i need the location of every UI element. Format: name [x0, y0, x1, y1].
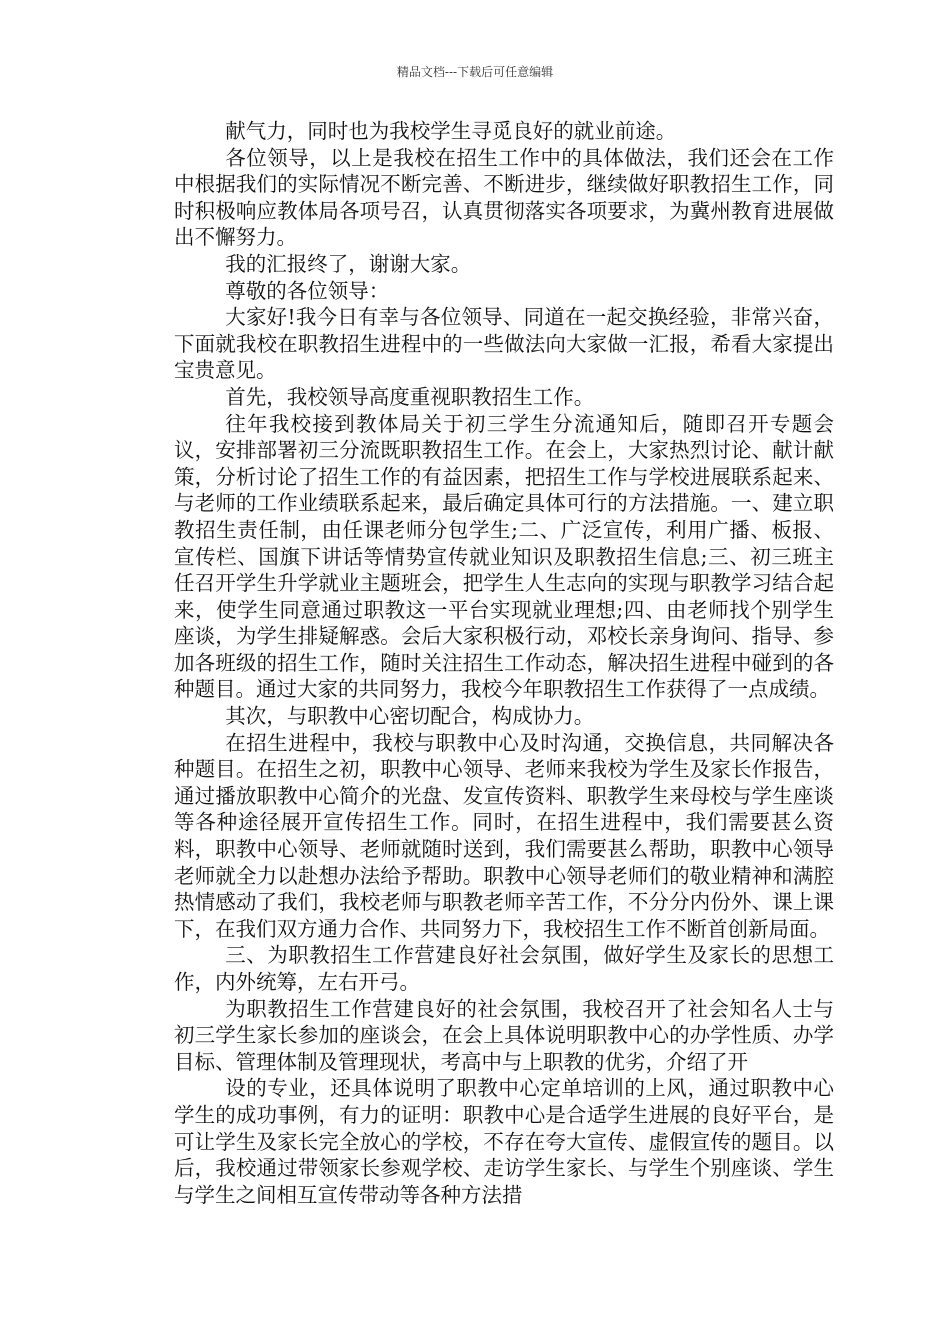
- paragraph-8: 其次，与职教中心密切配合，构成协力。: [225, 704, 595, 729]
- paragraph-2: 各位领导，以上是我校在招生工作中的具体做法，我们还会在工作中根据我们的实际情况不断完善、不断进步，继续做好职教招生工作，同时积极响应教体局各项号召，认真贯彻落实各项要求，为冀州教育进展做出不懈努力。: [174, 145, 834, 250]
- paragraph-10: 三、为职教招生工作营建良好社会氛围，做好学生及家长的思想工作，内外统筹，左右开弓。: [174, 943, 834, 994]
- paragraph-1: 献气力，同时也为我校学生寻觅良好的就业前途。: [225, 119, 677, 143]
- paragraph-11: 为职教招生工作营建良好的社会氛围，我校召开了社会知名人士与初三学生家长参加的座谈会，在会上具体说明职教中心的办学性质、办学目标、管理体制及管理现状，考高中与上职教的优劣，介绍了开: [174, 996, 834, 1074]
- paragraph-3: 我的汇报终了，谢谢大家。: [225, 251, 472, 276]
- paragraph-6: 首先，我校领导高度重视职教招生工作。: [225, 384, 595, 409]
- paragraph-12: 设的专业，还具体说明了职教中心定单培训的上风，通过职教中心学生的成功事例，有力的证明：职教中心是合适学生进展的良好平台，是可让学生及家长完全放心的学校，不存在夸大宣传、虚假宣传的题目。以后，我校通过带领家长参观学校、走访学生家长、与学生个别座谈、学生与学生之间相互宣传带动等各种方法措: [174, 1076, 834, 1207]
- paragraph-5: 大家好!我今日有幸与各位领导、同道在一起交换经验，非常兴奋，下面就我校在职教招生进程中的一些做法向大家做一汇报，希看大家提出宝贵意见。: [174, 305, 834, 383]
- page-header: 精品文档---下载后可任意编辑: [396, 65, 554, 79]
- paragraph-7: 往年我校接到教体局关于初三学生分流通知后，随即召开专题会议，安排部署初三分流既职教招生工作。在会上，大家热烈讨论、献计献策，分析讨论了招生工作的有益因素，把招生工作与学校进展联系起来、与老师的工作业绩联系起来，最后确定具体可行的方法措施。一、建立职教招生责任制，由任课老师分包学生;二、广泛宣传，利用广播、板报、宣传栏、国旗下讲话等情势宣传就业知识及职教招生信息;三、初三班主任召开学生升学就业主题班会，把学生人生志向的实现与职教学习结合起来，使学生同意通过职教这一平台实现就业理想;四、由老师找个别学生座谈，为学生排疑解惑。会后大家积极行动，邓校长亲身询问、指导、参加各班级的招生工作，随时关注招生工作动态，解决招生进程中碰到的各种题目。通过大家的共同努力，我校今年职教招生工作获得了一点成绩。: [174, 411, 834, 702]
- paragraph-4: 尊敬的各位领导：: [225, 278, 390, 303]
- paragraph-9: 在招生进程中，我校与职教中心及时沟通，交换信息，共同解决各种题目。在招生之初，职教中心领导、老师来我校为学生及家长作报告，通过播放职教中心简介的光盘、发宣传资料、职教学生来母校与学生座谈等各种途径展开宣传招生工作。同时，在招生进程中，我们需要甚么资料，职教中心领导、老师就随时送到，我们需要甚么帮助，职教中心领导老师就全力以赴想办法给予帮助。职教中心领导老师们的敬业精神和满腔热情感动了我们，我校老师与职教老师辛苦工作，不分分内份外、课上课下，在我们双方通力合作、共同努力下，我校招生工作不断首创新局面。: [174, 730, 834, 941]
- document-body: [174, 118, 834, 1208]
